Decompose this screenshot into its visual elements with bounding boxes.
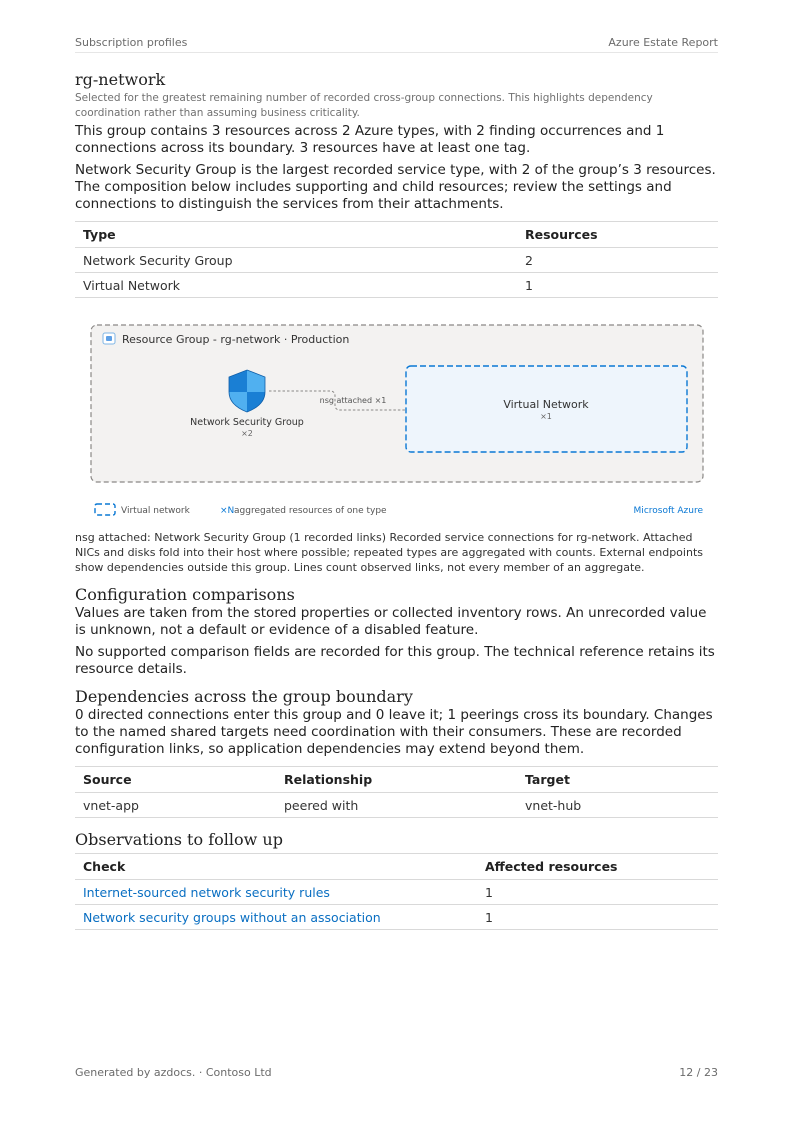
relationship-cell: peered with — [276, 793, 517, 818]
table-header-row — [75, 222, 718, 248]
page-number: 12 / 23 — [679, 1066, 718, 1079]
config-paragraph-2: No supported comparison fields are recorded for this group. The technical reference retains its resource details. — [75, 644, 715, 677]
table-row — [75, 273, 718, 298]
check-link-unassociated-nsg[interactable]: Network security groups without an association — [83, 909, 381, 925]
resource-types-table — [75, 221, 718, 298]
table-header-row — [75, 767, 718, 793]
running-header — [75, 36, 718, 53]
report-page — [75, 0, 718, 1123]
header-report-title: Azure Estate Report — [608, 36, 718, 49]
check-cell — [75, 880, 477, 905]
vnet-count: ×1 — [540, 412, 552, 421]
legend-vnet-swatch — [95, 504, 115, 515]
table-header-row — [75, 854, 718, 880]
resource-group-icon — [103, 333, 115, 344]
table-row — [75, 248, 718, 273]
legend-vnet-label: Virtual network — [121, 506, 190, 516]
table-row — [75, 793, 718, 818]
count-cell: 1 — [517, 273, 718, 298]
legend-agg-label: aggregated resources of one type — [234, 506, 387, 516]
topology-svg — [75, 308, 718, 523]
nsg-label: Network Security Group — [190, 417, 304, 428]
dependencies-table — [75, 766, 718, 818]
observations-table — [75, 853, 718, 930]
count-cell: 2 — [517, 248, 718, 273]
source-cell: vnet-app — [75, 793, 276, 818]
table-row — [75, 880, 718, 905]
deps-paragraph: 0 directed connections enter this group and 0 leave it; 1 peerings cross its boundary. Changes to the named shared targets need coordination with their consumers. These are recorded configuration links, so application dependencies may extend beyond them. — [75, 707, 713, 757]
topology-diagram — [75, 308, 718, 523]
edge-label: nsg attached ×1 — [319, 396, 387, 405]
col-affected: Affected resources — [477, 854, 718, 880]
vnet-label: Virtual Network — [503, 398, 589, 411]
observations-heading: Observations to follow up — [75, 830, 283, 849]
legend-agg-mark: ×N — [220, 506, 235, 516]
check-link-internet-rules[interactable]: Internet-sourced network security rules — [83, 884, 330, 900]
diagram-caption: nsg attached: Network Security Group (1 recorded links) Recorded service connections for rg-network. Attached NICs and disks fold into their host where possible; repeated types are aggregated with counts. External endpoints show dependencies outside this group. Lines count observed links, not every member of an aggregate. — [75, 531, 703, 574]
col-relationship: Relationship — [276, 767, 517, 793]
col-source: Source — [75, 767, 276, 793]
affected-cell: 1 — [477, 905, 718, 930]
deps-heading: Dependencies across the group boundary — [75, 687, 413, 706]
col-resources: Resources — [517, 222, 718, 248]
footer-generator: Generated by azdocs. · Contoso Ltd — [75, 1066, 272, 1079]
config-paragraph-1: Values are taken from the stored properties or collected inventory rows. An unrecorded value is unknown, not a default or evidence of a disabled feature. — [75, 605, 707, 638]
affected-cell: 1 — [477, 880, 718, 905]
nsg-count: ×2 — [241, 429, 253, 438]
config-heading: Configuration comparisons — [75, 585, 295, 604]
group-label: Resource Group - rg-network · Production — [122, 333, 350, 346]
type-cell: Network Security Group — [75, 248, 517, 273]
brand-label: Microsoft Azure — [633, 506, 703, 516]
group-heading: rg-network — [75, 70, 166, 89]
type-cell: Virtual Network — [75, 273, 517, 298]
table-row — [75, 905, 718, 930]
col-target: Target — [517, 767, 718, 793]
selection-reason: Selected for the greatest remaining number of recorded cross-group connections. This highlights dependency coordination rather than assuming business criticality. — [75, 92, 653, 119]
check-cell — [75, 905, 477, 930]
col-check: Check — [75, 854, 477, 880]
col-type: Type — [75, 222, 517, 248]
composition-paragraph: Network Security Group is the largest recorded service type, with 2 of the group’s 3 resources. The composition below includes supporting and child resources; review the settings and connections to distinguish the services from their attachments. — [75, 162, 716, 212]
header-section-title: Subscription profiles — [75, 36, 188, 49]
group-summary: This group contains 3 resources across 2 Azure types, with 2 finding occurrences and 1 connections across its boundary. 3 resources have at least one tag. — [75, 123, 665, 156]
target-cell: vnet-hub — [517, 793, 718, 818]
